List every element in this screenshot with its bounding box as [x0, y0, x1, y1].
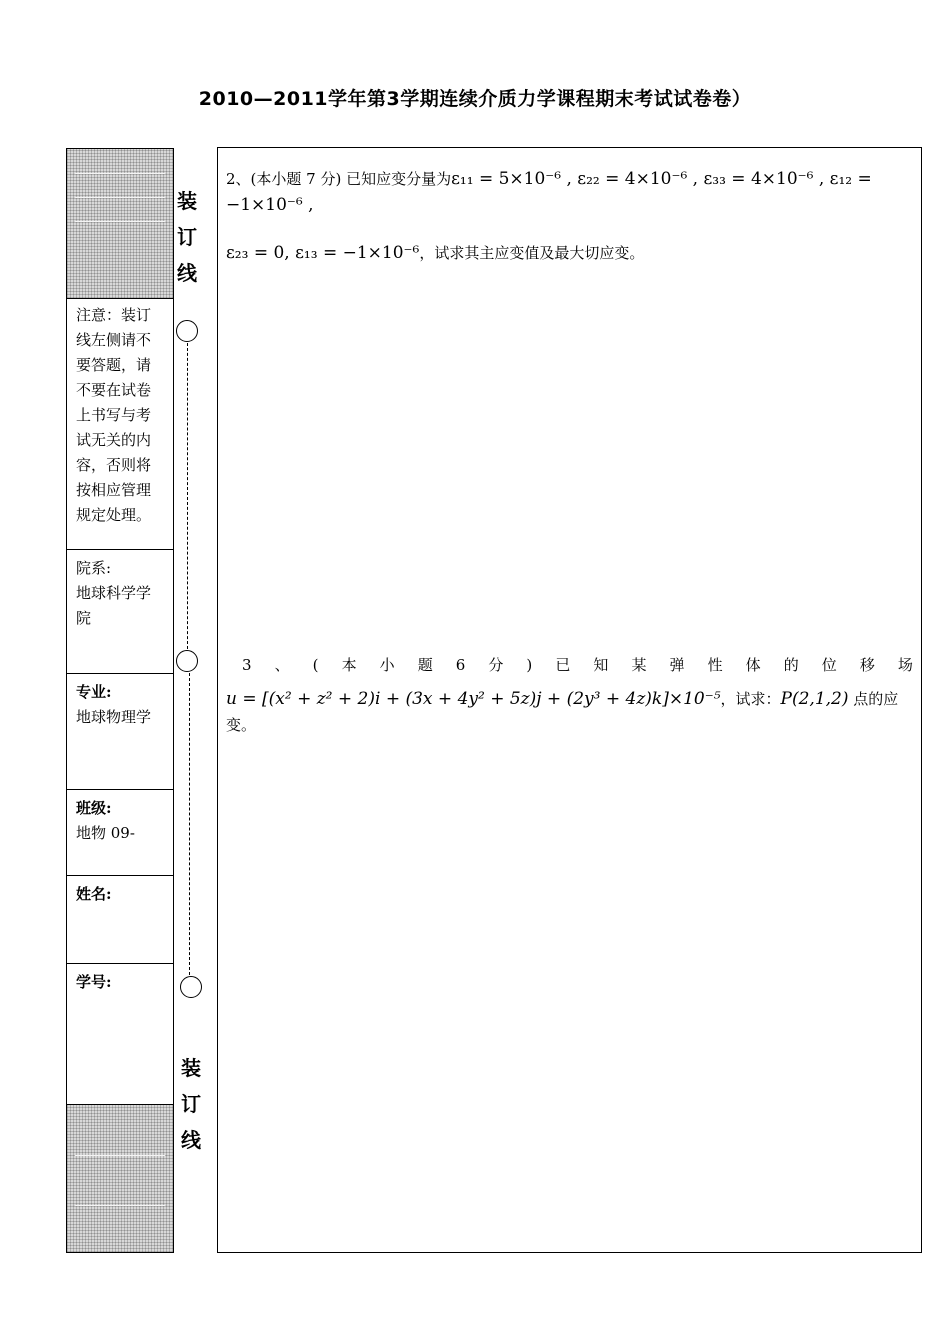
question-2-strain-components-2: ε₂₃ = 0, ε₁₃ = −1×10⁻⁶ [226, 243, 420, 263]
class-value: 地物 09- [76, 824, 135, 842]
question-2-line-2 [226, 240, 913, 266]
question-2 [226, 166, 913, 266]
binding-hole-3 [180, 976, 202, 998]
binding-dash-1 [187, 343, 188, 649]
major-label: 专业: [76, 683, 112, 701]
answer-area [217, 147, 922, 1253]
bottom-hatched-block [67, 1105, 173, 1252]
notice-cell [67, 299, 173, 550]
major-cell [67, 674, 173, 790]
class-cell [67, 790, 173, 876]
question-3-point: P(2,1,2) [780, 689, 849, 709]
question-2-intro: 2、(本小题 7 分) 已知应变分量为 [226, 170, 452, 188]
top-hatched-block [67, 149, 173, 299]
question-3-displacement-field: u = [(x² + z² + 2)i + (3x + 4y² + 5z)j + (2y³ + 4z)k]×10⁻⁵ [226, 689, 721, 709]
student-id-cell [67, 964, 173, 1105]
name-label: 姓名: [76, 885, 112, 903]
question-3-ask: ，试求： [720, 690, 781, 708]
class-label: 班级: [76, 799, 112, 817]
department-cell [67, 550, 173, 674]
exam-title: 2010—2011学年第3学期连续介质力学课程期末考试试卷卷） [198, 88, 752, 110]
binding-hole-1 [176, 320, 198, 342]
name-cell [67, 876, 173, 964]
department-label: 院系: [76, 559, 112, 577]
student-info-column [66, 148, 174, 1253]
department-value: 地球科学学院 [76, 584, 152, 627]
question-3-intro: 3 、 ( 本 小 题 6 分 ) 已 知 某 弹 性 体 的 位 移 场 [242, 656, 913, 674]
student-id-label: 学号: [76, 973, 112, 991]
binding-label-bottom: 装 订 线 [181, 1056, 201, 1152]
notice-text: 注意：装订线左侧请不要答题，请不要在试卷上书写与考试无关的内容，否则将按相应管理规定处理。 [76, 306, 152, 524]
question-3-line-2 [226, 686, 913, 738]
binding-label-top: 装 订 线 [177, 189, 197, 285]
question-2-line-1 [226, 166, 913, 218]
question-2-strain-components: ε₁₁ = 5×10⁻⁶ , ε₂₂ = 4×10⁻⁶ , ε₃₃ = 4×10⁻⁶ , ε₁₂ = −1×10⁻⁶ , [226, 169, 872, 215]
binding-dash-2 [189, 673, 190, 975]
major-value: 地球物理学 [76, 708, 152, 726]
question-2-ask: ，试求其主应变值及最大切应变。 [419, 244, 645, 262]
question-3-tail: 点的应变。 [226, 690, 899, 734]
binding-hole-2 [176, 650, 198, 672]
question-3 [226, 652, 913, 738]
